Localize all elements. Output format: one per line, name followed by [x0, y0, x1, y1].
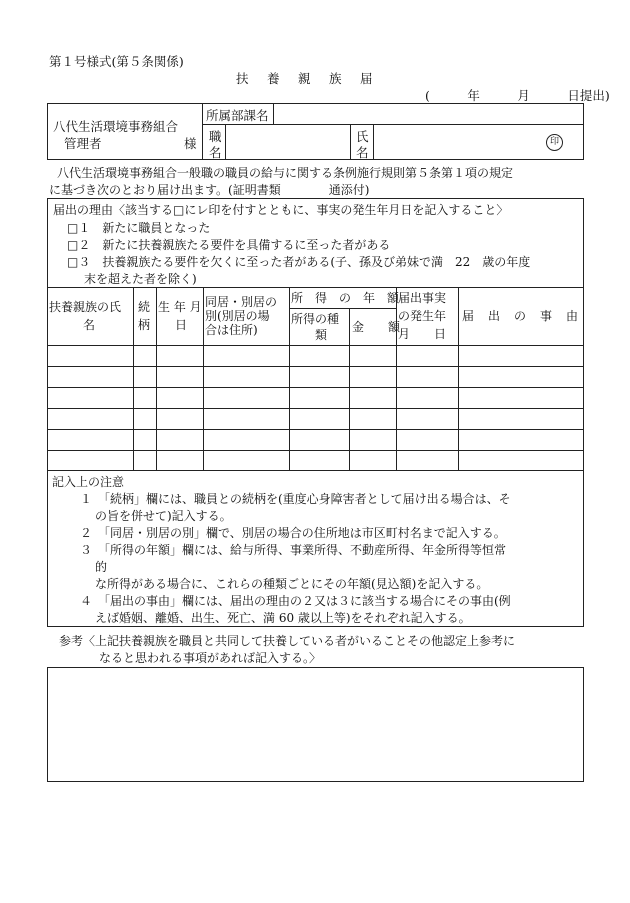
cell-income-type[interactable] — [291, 452, 347, 469]
note-4-line-2: えば婚姻、離婚、出生、死亡、満 60 歳以上等)をそれぞれ記入する。 — [95, 611, 471, 625]
header-income-amount: 金 額 — [352, 320, 401, 334]
cell-income-amount[interactable] — [351, 347, 394, 364]
cell-reason[interactable] — [460, 347, 582, 364]
header-residence-2: 別(別居の場 — [205, 309, 270, 323]
note-4-line-1: ４ 「届出の事由」欄には、届出の理由の２又は３に該当する場合にその事由(例 — [80, 594, 511, 608]
note-1-line-1: １ 「続柄」欄には、職員との続柄を(重度心身障害者として届け出る場合は、そ — [80, 492, 511, 506]
cell-reason[interactable] — [460, 410, 582, 427]
cell-income-type[interactable] — [291, 389, 347, 406]
position-label-top: 職 — [209, 129, 222, 144]
reference-line-1: 参考〈上記扶養親族を職員と共同して扶養している者がいることその他認定上参考に — [59, 634, 516, 648]
cell-relation[interactable] — [135, 452, 154, 469]
note-2: ２ 「同居・別居の別」欄で、別居の場合の住所地は市区町村名まで記入する。 — [80, 526, 506, 540]
cell-residence[interactable] — [205, 347, 287, 364]
reference-value — [48, 668, 583, 676]
cell-name[interactable] — [49, 368, 131, 385]
cell-residence[interactable] — [205, 452, 287, 469]
form-number: 第１号様式(第５条関係) — [49, 54, 184, 69]
note-3-line-3: な所得がある場合に、これらの種類ごとにその年額(見込額)を記入する。 — [95, 577, 489, 591]
table-bottom-border — [47, 470, 584, 471]
cell-reason[interactable] — [460, 389, 582, 406]
header-relation-2: 柄 — [138, 318, 151, 332]
reasons-heading: 届出の理由〈該当する□にレ印を付すとともに、事実の発生年月日を記入すること〉 — [53, 203, 509, 217]
table-top-border — [47, 287, 584, 288]
cell-income-type[interactable] — [291, 347, 347, 364]
cell-occurrence-date[interactable] — [398, 347, 456, 364]
note-3-line-2: 的 — [95, 560, 108, 574]
cell-occurrence-date[interactable] — [398, 452, 456, 469]
reason-checkbox-2[interactable]: □２ 新たに扶養親族たる要件を具備するに至った者がある — [67, 238, 391, 252]
header-income-type-1: 所得の種 — [291, 312, 340, 326]
reference-line-2: なると思われる事項があれば記入する。〉 — [99, 651, 322, 665]
organization-name: 八代生活環境事務組合 — [53, 119, 179, 134]
cell-birthdate[interactable] — [158, 410, 201, 427]
header-reason: 届 出 の 事 由 — [462, 309, 580, 323]
cell-relation[interactable] — [135, 347, 154, 364]
cell-residence[interactable] — [205, 431, 287, 448]
reference-textarea[interactable] — [47, 667, 584, 782]
cell-name[interactable] — [49, 431, 131, 448]
cell-income-amount[interactable] — [351, 389, 394, 406]
cell-relation[interactable] — [135, 410, 154, 427]
cell-residence[interactable] — [205, 389, 287, 406]
honorific: 様 — [184, 136, 197, 151]
cell-relation[interactable] — [135, 368, 154, 385]
cell-income-type[interactable] — [291, 431, 347, 448]
header-occurrence-2: の発生年 — [398, 309, 447, 323]
header-relation-1: 続 — [138, 300, 151, 314]
cell-occurrence-date[interactable] — [398, 410, 456, 427]
header-residence-1: 同居・別居の — [205, 295, 278, 309]
note-3-line-1: ３ 「所得の年額」欄には、給与所得、事業所得、不動産所得、年金所得等恒常 — [80, 543, 507, 557]
cell-income-amount[interactable] — [351, 410, 394, 427]
cell-income-type[interactable] — [291, 368, 347, 385]
cell-reason[interactable] — [460, 431, 582, 448]
header-occurrence-3: 月 日 — [398, 327, 447, 341]
cell-name[interactable] — [49, 389, 131, 406]
cell-residence[interactable] — [205, 410, 287, 427]
header-dependent-name-2: 名 — [83, 318, 96, 332]
cell-birthdate[interactable] — [158, 389, 201, 406]
reason-checkbox-1[interactable]: □１ 新たに職員となった — [67, 221, 211, 235]
notes-heading: 記入上の注意 — [52, 475, 125, 489]
header-income-group: 所 得 の 年 額 — [291, 291, 400, 305]
cell-reason[interactable] — [460, 452, 582, 469]
note-1-line-2: の旨を併せて)記入する。 — [95, 509, 232, 523]
cell-income-type[interactable] — [291, 410, 347, 427]
cell-name[interactable] — [49, 410, 131, 427]
cell-birthdate[interactable] — [158, 347, 201, 364]
header-birthdate-1: 生 年 月 — [158, 300, 202, 314]
cell-birthdate[interactable] — [158, 452, 201, 469]
cell-birthdate[interactable] — [158, 431, 201, 448]
header-occurrence-1: 届出事実 — [398, 291, 447, 305]
header-birthdate-2: 日 — [175, 318, 188, 332]
name-label-top: 氏 — [356, 129, 369, 144]
submission-date-field[interactable]: ( 年 月 日提出) — [425, 88, 610, 103]
manager-label: 管理者 — [64, 136, 102, 151]
seal-mark: 印 — [546, 134, 563, 151]
cell-occurrence-date[interactable] — [398, 431, 456, 448]
cell-name[interactable] — [49, 452, 131, 469]
cell-residence[interactable] — [205, 368, 287, 385]
header-dependent-name-1: 扶養親族の氏 — [49, 300, 122, 314]
intro-line-2: に基づき次のとおり届け出ます。(証明書類 通添付) — [49, 183, 370, 197]
cell-income-amount[interactable] — [351, 368, 394, 385]
position-label-bottom: 名 — [209, 145, 222, 160]
page-title: 扶 養 親 族 届 — [236, 71, 376, 86]
cell-birthdate[interactable] — [158, 368, 201, 385]
cell-occurrence-date[interactable] — [398, 389, 456, 406]
cell-relation[interactable] — [135, 431, 154, 448]
header-income-type-2: 類 — [315, 328, 328, 342]
cell-reason[interactable] — [460, 368, 582, 385]
header-residence-3: 合は住所) — [205, 323, 258, 337]
cell-income-amount[interactable] — [351, 431, 394, 448]
reason-3-continuation: 末を超えた者を除く) — [84, 272, 197, 286]
cell-relation[interactable] — [135, 389, 154, 406]
intro-line-1: 八代生活環境事務組合一般職の職員の給与に関する条例施行規則第５条第１項の規定 — [57, 166, 514, 180]
cell-name[interactable] — [49, 347, 131, 364]
name-label-bottom: 名 — [356, 145, 369, 160]
cell-income-amount[interactable] — [351, 452, 394, 469]
department-label: 所属部課名 — [206, 108, 269, 123]
reason-checkbox-3[interactable]: □３ 扶養親族たる要件を欠くに至った者がある(子、孫及び弟妹で満 22 歳の年度 — [67, 255, 531, 269]
cell-occurrence-date[interactable] — [398, 368, 456, 385]
